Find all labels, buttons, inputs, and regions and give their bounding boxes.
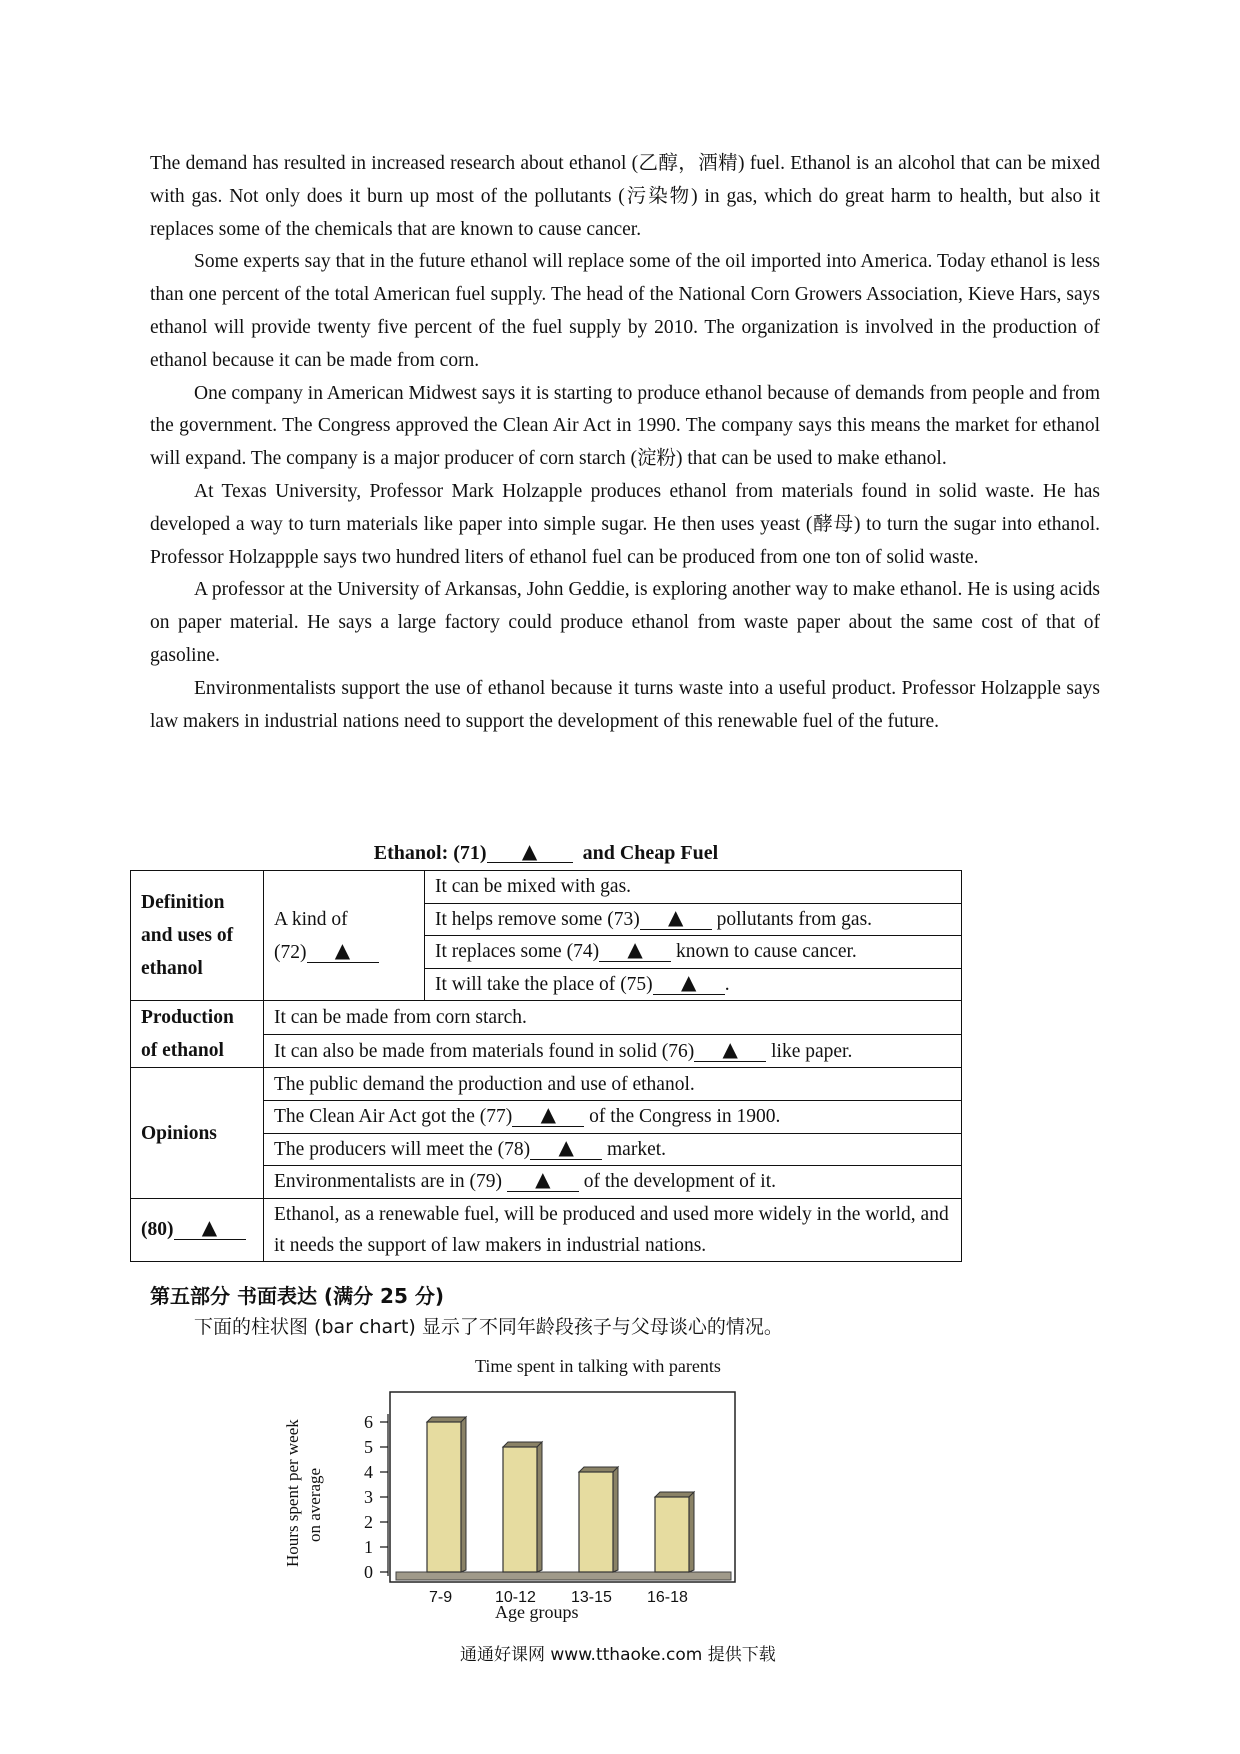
y-axis-label: Hours spent per week xyxy=(283,1419,302,1567)
cell-text: market. xyxy=(602,1138,667,1160)
cell-text: Ethanol, as a renewable fuel, will be produced and used more widely in the world, and it needs the support of law makers in industrial nations. xyxy=(274,1203,949,1256)
x-axis-label: Age groups xyxy=(495,1602,579,1622)
chart-title: Time spent in talking with parents xyxy=(475,1356,721,1376)
category-production: Production of ethanol xyxy=(131,1001,264,1068)
cell-text: of the Congress in 1900. xyxy=(584,1106,781,1128)
answer-blank-72[interactable] xyxy=(307,937,379,963)
footer-credit: 通通好课网 www.tthaoke.com 提供下载 xyxy=(460,1645,776,1665)
category-conclusion xyxy=(131,1198,264,1261)
triangle-icon: ▲ xyxy=(627,937,643,962)
blank-number: (74) xyxy=(566,941,600,963)
cell-text: pollutants from gas. xyxy=(711,908,873,930)
x-tick-label: 10-12 xyxy=(495,1589,536,1606)
table-cell xyxy=(425,903,962,936)
blank-number: (80) xyxy=(141,1219,174,1241)
blank-number: (75) xyxy=(620,974,653,996)
table-cell xyxy=(425,936,962,969)
cell-text: It will take the place of xyxy=(435,974,621,996)
table-row xyxy=(131,871,962,904)
bar-top xyxy=(579,1467,618,1472)
triangle-icon: ▲ xyxy=(334,937,351,962)
table-title-prefix: Ethanol: (71) xyxy=(373,842,487,864)
bar-chart xyxy=(270,1342,830,1638)
passage-paragraph: A professor at the University of Arkansas, John Geddie, is exploring another way to make ethanol. He is using acids on paper material. He says a large factory could produce ethanol from waste paper about the same cost of that of gasoline. xyxy=(150,579,1100,666)
x-tick-label: 16-18 xyxy=(647,1589,688,1606)
answer-blank-77[interactable] xyxy=(512,1104,584,1127)
passage-paragraph: Some experts say that in the future ethanol will replace some of the oil imported into America. Today ethanol is less than one percent of the total American fuel supply. The head of the National Corn Growers Association, Kieve Hars, says ethanol will provide twenty five percent of the fuel supply by 2010. The organization is involved in the production of ethanol because it can be made from corn. xyxy=(150,251,1100,371)
bar-side xyxy=(689,1492,694,1572)
ethanol-summary-table xyxy=(130,870,962,1262)
blank-number: (77) xyxy=(479,1106,513,1128)
table-cell xyxy=(425,968,962,1001)
triangle-icon: ▲ xyxy=(680,970,697,995)
bar-top xyxy=(427,1417,466,1422)
cell-text: . xyxy=(724,974,730,996)
cell-text: It can be mixed with gas. xyxy=(435,876,632,898)
cell-text: The public demand the production and use of ethanol. xyxy=(274,1073,695,1095)
bar-side xyxy=(461,1417,466,1572)
section-five-heading: 第五部分 书面表达 (满分 25 分) xyxy=(150,1284,444,1308)
y-tick-label: 5 xyxy=(364,1437,373,1457)
table-cell xyxy=(425,871,962,904)
chart-floor xyxy=(396,1572,731,1580)
cell-text: The producers will meet the xyxy=(274,1138,498,1160)
y-tick-label: 0 xyxy=(364,1562,373,1582)
triangle-icon: ▲ xyxy=(201,1215,218,1240)
cell-text: It can also be made from materials found in solid xyxy=(274,1040,662,1062)
answer-blank-71[interactable] xyxy=(487,841,573,863)
bar-top xyxy=(503,1442,542,1447)
table-row xyxy=(131,1198,962,1261)
cell-text: Environmentalists are in xyxy=(274,1171,470,1193)
x-tick-label: 13-15 xyxy=(571,1589,612,1606)
table-cell xyxy=(264,1034,962,1068)
cell-text: of the development of it. xyxy=(578,1171,776,1193)
cell-text: It can be made from corn starch. xyxy=(274,1007,527,1029)
y-tick-label: 3 xyxy=(364,1487,373,1507)
definition-kind-cell xyxy=(264,871,425,1001)
table-title-suffix: and Cheap Fuel xyxy=(582,842,719,864)
section-five-intro: 下面的柱状图 (bar chart) 显示了不同年龄段孩子与父母谈心的情况。 xyxy=(194,1316,783,1338)
bar xyxy=(427,1422,461,1572)
category-opinions: Opinions xyxy=(131,1068,264,1198)
answer-blank-73[interactable] xyxy=(640,904,712,930)
answer-blank-74[interactable] xyxy=(599,939,671,962)
table-row xyxy=(131,1001,962,1035)
answer-blank-75[interactable] xyxy=(653,972,725,995)
triangle-icon: ▲ xyxy=(558,1134,574,1159)
triangle-icon: ▲ xyxy=(521,839,538,863)
passage-paragraph: One company in American Midwest says it is starting to produce ethanol because of demands from people and from the government. The Congress approved the Clean Air Act in 1990. The company says this means the market for ethanol will expand. The company is a major producer of corn starch (淀粉) that can be used to make ethanol. xyxy=(150,382,1100,470)
y-tick-label: 6 xyxy=(364,1412,373,1432)
cell-text: It helps remove some xyxy=(435,908,608,930)
blank-number: (78) xyxy=(497,1138,531,1160)
table-cell xyxy=(264,1133,962,1166)
cell-text: It replaces some xyxy=(435,941,567,963)
bar-side xyxy=(537,1442,542,1572)
bar-chart-svg xyxy=(270,1342,830,1638)
category-definition: Definition and uses of ethanol xyxy=(131,871,264,1001)
passage-paragraph: At Texas University, Professor Mark Holzapple produces ethanol from materials found in solid waste. He has developed a way to turn materials like paper into simple sugar. He then uses yeast (酵母) to turn the sugar into ethanol. Professor Holzappple says two hundred liters of ethanol fuel can be produced from one ton of solid waste. xyxy=(150,480,1100,568)
triangle-icon: ▲ xyxy=(668,904,684,929)
bar xyxy=(503,1447,537,1572)
answer-blank-79[interactable] xyxy=(507,1169,579,1192)
y-tick-label: 1 xyxy=(364,1537,373,1557)
reading-passage xyxy=(150,148,1100,738)
y-tick-label: 2 xyxy=(364,1512,373,1532)
blank-number: (79) xyxy=(469,1171,507,1193)
table-title xyxy=(130,840,962,866)
cell-text: like paper. xyxy=(766,1040,853,1062)
triangle-icon: ▲ xyxy=(722,1036,738,1061)
triangle-icon: ▲ xyxy=(535,1167,551,1192)
bar xyxy=(655,1497,689,1572)
table-cell xyxy=(264,1068,962,1101)
passage-paragraph: The demand has resulted in increased research about ethanol (乙醇，酒精) fuel. Ethanol is an alcohol that can be mixed with gas. Not only does it burn up most of the pollutants (污染物) in gas, which do great harm to health, but also it replaces some of the chemicals that are known to cause cancer. xyxy=(150,153,1100,240)
blank-number: (73) xyxy=(607,908,640,930)
cell-text: The Clean Air Act got the xyxy=(274,1106,480,1128)
y-axis-label-line2: on average xyxy=(305,1467,324,1542)
x-tick-label: 7-9 xyxy=(429,1589,453,1606)
bar-side xyxy=(613,1467,618,1572)
table-cell xyxy=(264,1198,962,1261)
bar xyxy=(579,1472,613,1572)
table-cell xyxy=(264,1100,962,1133)
table-cell xyxy=(264,1001,962,1035)
table-row xyxy=(131,1068,962,1101)
triangle-icon: ▲ xyxy=(540,1102,556,1127)
y-tick-label: 4 xyxy=(364,1462,373,1482)
blank-number: (76) xyxy=(661,1040,695,1062)
table-cell xyxy=(264,1166,962,1199)
answer-blank-78[interactable] xyxy=(530,1134,602,1160)
cell-text: known to cause cancer. xyxy=(671,941,857,963)
answer-blank-76[interactable] xyxy=(694,1036,766,1062)
definition-kind-label: A kind of xyxy=(274,908,348,930)
blank-number: (72) xyxy=(274,941,307,963)
passage-paragraph: Environmentalists support the use of ethanol because it turns waste into a useful product. Professor Holzapple says law makers in industrial nations need to support the development of this renewable fuel of the future. xyxy=(150,677,1100,732)
answer-blank-80[interactable] xyxy=(174,1217,246,1240)
bar-top xyxy=(655,1492,694,1497)
